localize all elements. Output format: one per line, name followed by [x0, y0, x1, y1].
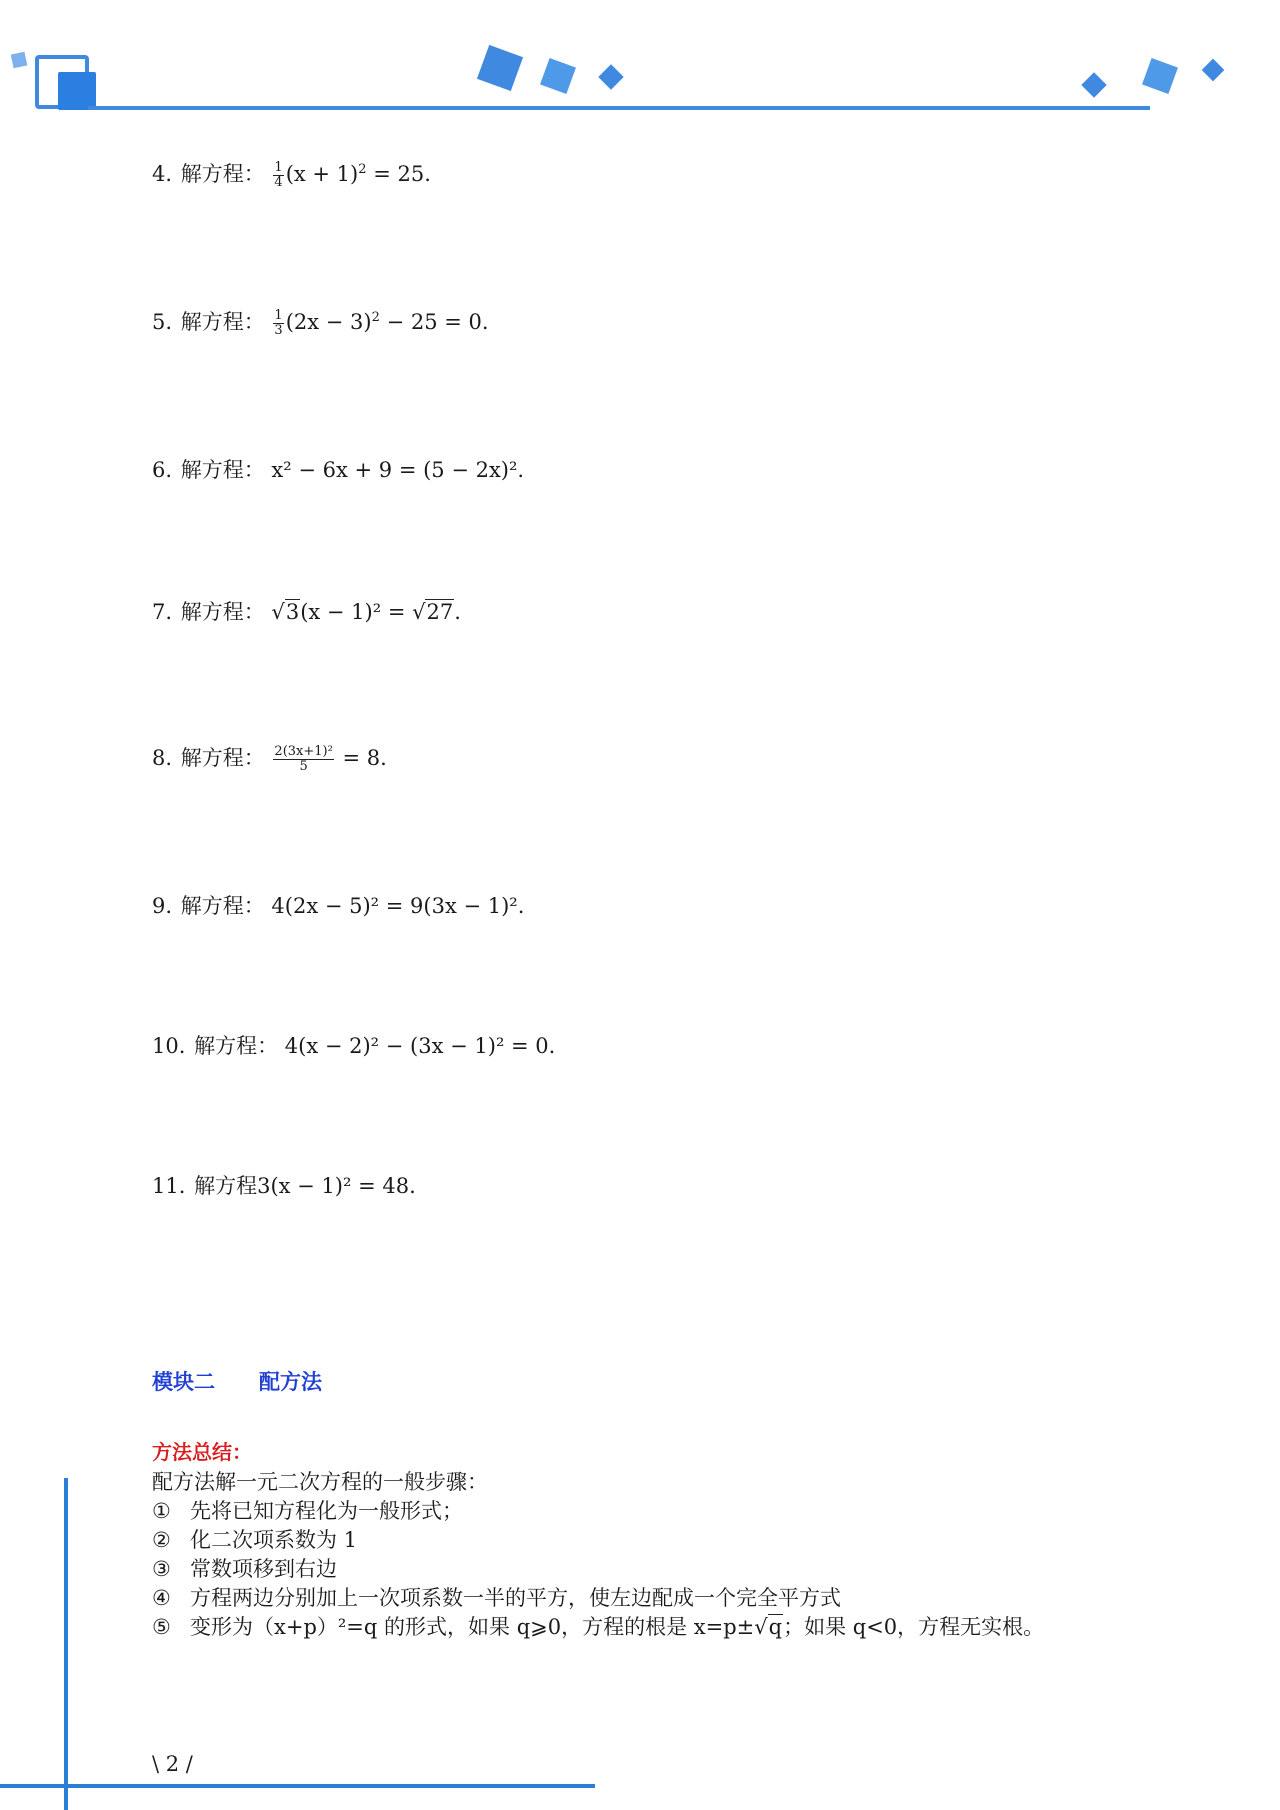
- diamond-right-small: [1081, 72, 1106, 97]
- problem-prefix: 解方程：: [180, 458, 265, 482]
- problem-prefix: 解方程：: [180, 894, 265, 918]
- equation: 4(2x − 5)² = 9(3x − 1)²: [271, 894, 518, 918]
- radicand: 3: [285, 600, 300, 624]
- equation: $\frac{\text{2(3x+1)²}}{5}$ = 8.: [274, 744, 387, 774]
- corner-square-small: [11, 52, 28, 69]
- diamond-right-medium: [1142, 58, 1178, 94]
- steps-intro: 配方法解一元二次方程的一般步骤：: [152, 1470, 488, 1494]
- method-summary-heading: 方法总结：: [152, 1440, 252, 1464]
- bottom-rule: [0, 1784, 595, 1788]
- step-1: ① 先将已知方程化为一般形式；: [152, 1499, 463, 1523]
- problem-number: 7.: [152, 600, 173, 624]
- equation: 4(x − 2)² − (3x − 1)² = 0: [284, 1034, 549, 1058]
- equation: $\frac{1}{4}$ $(x + 1)^2 = 25$.: [274, 160, 431, 190]
- step-2: ② 化二次项系数为 1: [152, 1528, 358, 1552]
- problem-4: [152, 158, 431, 190]
- fraction: $\frac{\text{2(3x+1)²}}{5}$: [274, 744, 333, 774]
- problem-prefix: 解方程：: [180, 746, 265, 770]
- problem-6: 6. 解方程： x² − 6x + 9 = (5 − 2x)².: [152, 458, 525, 482]
- header-decoration: [0, 0, 1280, 120]
- corner-square-filled: [58, 72, 96, 110]
- module-label: 模块二: [152, 1370, 215, 1394]
- diamond-right-tiny: [1202, 59, 1225, 82]
- problem-number: 4.: [152, 162, 173, 186]
- page-number: \ 2 /: [152, 1752, 193, 1776]
- problem-number: 5.: [152, 310, 173, 334]
- problem-9: 9. 解方程： 4(2x − 5)² = 9(3x − 1)².: [152, 894, 525, 918]
- equation: $\frac{1}{3}$ $(2x - 3)^2 - 25 = 0$.: [274, 308, 489, 338]
- radicand: 27: [426, 600, 454, 624]
- problem-number: 8.: [152, 746, 173, 770]
- problem-number: 9.: [152, 894, 173, 918]
- problem-11: 11. 解方程3(x − 1)² = 48.: [152, 1174, 416, 1198]
- radicand: q: [768, 1615, 783, 1639]
- problem-number: 11.: [152, 1174, 186, 1198]
- step-5: ⑤ 变形为（x+p）²=q 的形式，如果 q⩾0，方程的根是 x=p±√q；如果 q<0，方程无实根。: [152, 1615, 1045, 1639]
- problem-prefix: 解方程：: [180, 600, 265, 624]
- problem-10: 10. 解方程： 4(x − 2)² − (3x − 1)² = 0.: [152, 1034, 556, 1058]
- step-3: ③ 常数项移到右边: [152, 1557, 337, 1581]
- method-steps: [152, 1468, 1044, 1642]
- diamond-medium: [540, 58, 576, 94]
- problem-prefix: 解方程：: [180, 162, 265, 186]
- problem-8: [152, 742, 387, 774]
- diamond-large: [477, 45, 523, 91]
- problem-number: 6.: [152, 458, 173, 482]
- step-4: ④ 方程两边分别加上一次项系数一半的平方，使左边配成一个完全平方式: [152, 1586, 841, 1610]
- equation: √3(x − 1)² = √27.: [271, 600, 461, 624]
- diamond-small: [598, 64, 623, 89]
- left-margin-rule: [64, 1478, 68, 1810]
- problem-number: 10.: [152, 1034, 186, 1058]
- equation: x² − 6x + 9 = (5 − 2x)²: [271, 458, 518, 482]
- module-heading: [152, 1366, 322, 1396]
- module-topic: 配方法: [259, 1370, 322, 1394]
- problem-5: [152, 306, 489, 338]
- problem-prefix: 解方程: [194, 1174, 258, 1198]
- fraction: $\frac{1}{4}$: [274, 160, 283, 190]
- problem-7: [152, 596, 461, 626]
- fraction: $\frac{1}{3}$: [274, 308, 283, 338]
- equation: 3(x − 1)² = 48: [257, 1174, 410, 1198]
- problem-prefix: 解方程：: [194, 1034, 279, 1058]
- problem-prefix: 解方程：: [180, 310, 265, 334]
